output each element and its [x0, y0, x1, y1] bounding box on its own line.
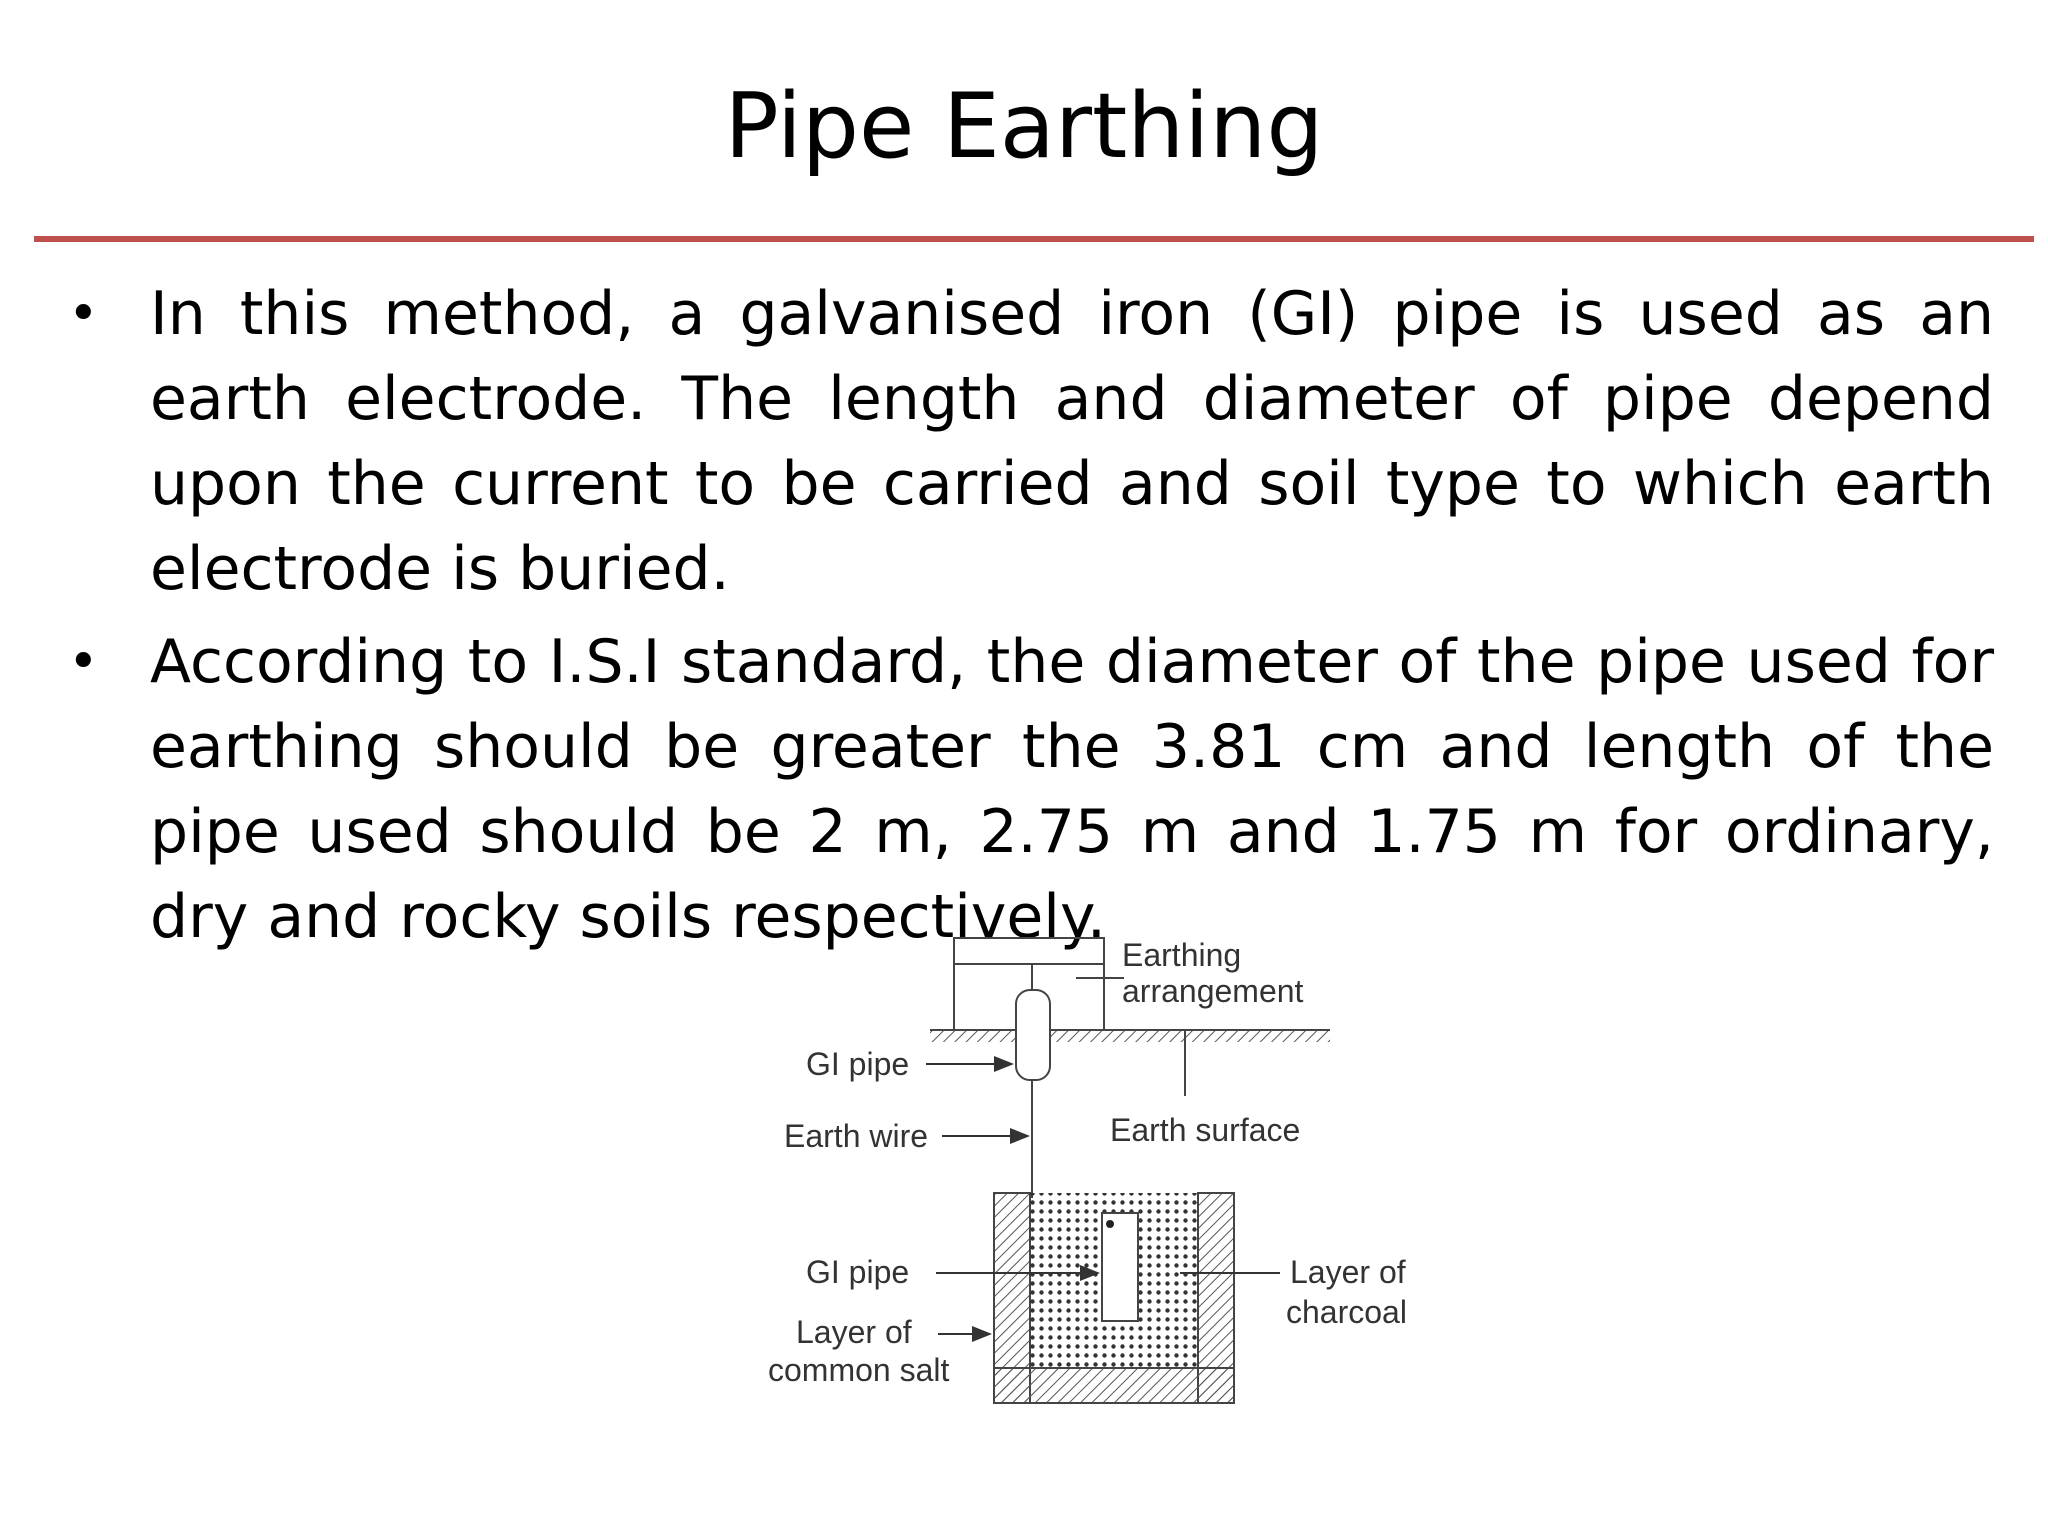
label-salt-2: common salt: [768, 1352, 950, 1388]
title-divider: [34, 236, 2034, 242]
pipe-earthing-diagram: [740, 928, 1440, 1428]
bullet-text: In this method, a galvanised iron (GI) pipe is used as an earth electrode. The length and diameter of pipe depend upon the current to be carried and soil type to which earth electrode is buried.: [150, 279, 1994, 604]
slide-title: Pipe Earthing: [724, 74, 1324, 179]
bullet-dot-icon: •: [68, 284, 99, 344]
label-salt-1: Layer of: [796, 1314, 912, 1350]
pipe-clamp: [1106, 1220, 1114, 1228]
gi-pipe-top: [1016, 990, 1050, 1080]
bullet-dot-icon: •: [68, 632, 99, 692]
label-gi-pipe-top: GI pipe: [806, 1046, 910, 1082]
label-charcoal-2: charcoal: [1286, 1294, 1407, 1330]
gi-pipe-bottom: [1102, 1213, 1138, 1321]
bullet-list: [0, 272, 2048, 968]
label-earthing-arrangement-1: Earthing: [1122, 937, 1242, 973]
label-charcoal-1: Layer of: [1290, 1254, 1406, 1290]
label-gi-pipe-bottom: GI pipe: [806, 1254, 910, 1290]
bullet-item: [68, 620, 1994, 960]
bullet-text: According to I.S.I standard, the diameter of the pipe used for earthing should be greater the 3.81 cm and length of the pipe used should be 2 m, 2.75 m and 1.75 m for ordinary, dry and rocky soils respectively.: [150, 627, 1994, 952]
bullet-item: [68, 272, 1994, 612]
label-earth-wire: Earth wire: [784, 1118, 929, 1154]
label-earthing-arrangement-2: arrangement: [1122, 973, 1304, 1009]
label-earth-surface: Earth surface: [1110, 1112, 1301, 1148]
